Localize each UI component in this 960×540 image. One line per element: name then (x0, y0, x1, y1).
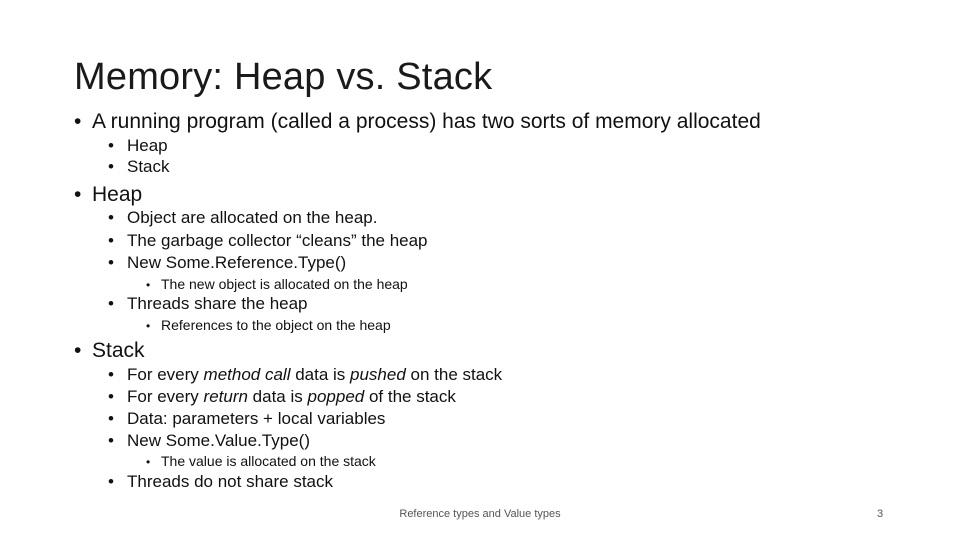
bullet-dot: • (108, 365, 114, 384)
bullet-text: Data: parameters + local variables (127, 409, 386, 428)
emphasized-text: method call (203, 365, 291, 384)
bullet-text: The new object is allocated on the heap (161, 276, 408, 292)
bullet-return-popped (108, 387, 456, 407)
bullet-stack-sub (108, 157, 170, 177)
bullet-value-allocated-stack (146, 453, 376, 469)
bullet-text: The garbage collector “cleans” the heap (127, 231, 428, 250)
bullet-text: Heap (127, 136, 168, 155)
bullet-dot: • (108, 253, 114, 272)
bullet-dot: • (108, 431, 114, 450)
bullet-dot: • (108, 472, 114, 491)
bullet-threads-share-heap (108, 294, 308, 314)
bullet-method-call-pushed (108, 365, 502, 385)
bullet-dot: • (108, 387, 114, 406)
slide-footer: Reference types and Value types (399, 508, 561, 520)
bullet-new-value-type (108, 431, 310, 451)
bullet-dot: • (146, 278, 151, 292)
bullet-dot: • (146, 319, 151, 333)
text-segment: For every (127, 365, 204, 384)
slide-title: Memory: Heap vs. Stack (74, 56, 493, 98)
bullet-heap-sub (108, 136, 168, 156)
bullet-text: A running program (called a process) has two sorts of memory allocated (92, 110, 761, 133)
emphasized-text: popped (307, 387, 365, 406)
bullet-new-reference-type (108, 253, 346, 273)
bullet-dot: • (108, 157, 114, 176)
bullet-parameters-locals (108, 409, 385, 429)
bullet-dot: • (146, 455, 151, 469)
bullet-text: The value is allocated on the stack (161, 453, 376, 469)
bullet-dot: • (108, 409, 114, 428)
bullet-text: Threads do not share stack (127, 472, 334, 491)
bullet-process-memory (74, 110, 761, 134)
bullet-heap (74, 183, 142, 207)
text-segment: of the stack (364, 387, 456, 406)
text-segment: data is (247, 387, 308, 406)
bullet-text: Object are allocated on the heap. (127, 208, 378, 227)
bullet-text: Heap (92, 183, 143, 206)
emphasized-text: return (203, 387, 248, 406)
bullet-new-object-heap (146, 276, 408, 292)
emphasized-text: pushed (350, 365, 406, 384)
bullet-text: References to the object on the heap (161, 317, 391, 333)
text-segment: For every (127, 387, 204, 406)
text-segment: data is (290, 365, 351, 384)
bullet-references-heap (146, 317, 391, 333)
bullet-text (127, 365, 502, 385)
bullet-dot: • (108, 208, 114, 227)
bullet-dot: • (74, 183, 82, 206)
bullet-dot: • (108, 231, 114, 250)
page-number: 3 (876, 508, 884, 520)
bullet-text: New Some.Value.Type() (127, 431, 310, 450)
bullet-garbage-collector (108, 231, 428, 251)
bullet-dot: • (74, 110, 82, 133)
bullet-text: Stack (127, 157, 170, 176)
bullet-dot: • (74, 339, 82, 362)
bullet-text: Stack (92, 339, 145, 362)
bullet-text (127, 387, 456, 407)
bullet-text: Threads share the heap (127, 294, 308, 313)
bullet-text: New Some.Reference.Type() (127, 253, 347, 272)
bullet-stack (74, 339, 145, 363)
bullet-dot: • (108, 294, 114, 313)
bullet-threads-no-share-stack (108, 472, 333, 492)
text-segment: on the stack (405, 365, 503, 384)
bullet-dot: • (108, 136, 114, 155)
bullet-object-allocated (108, 208, 377, 228)
